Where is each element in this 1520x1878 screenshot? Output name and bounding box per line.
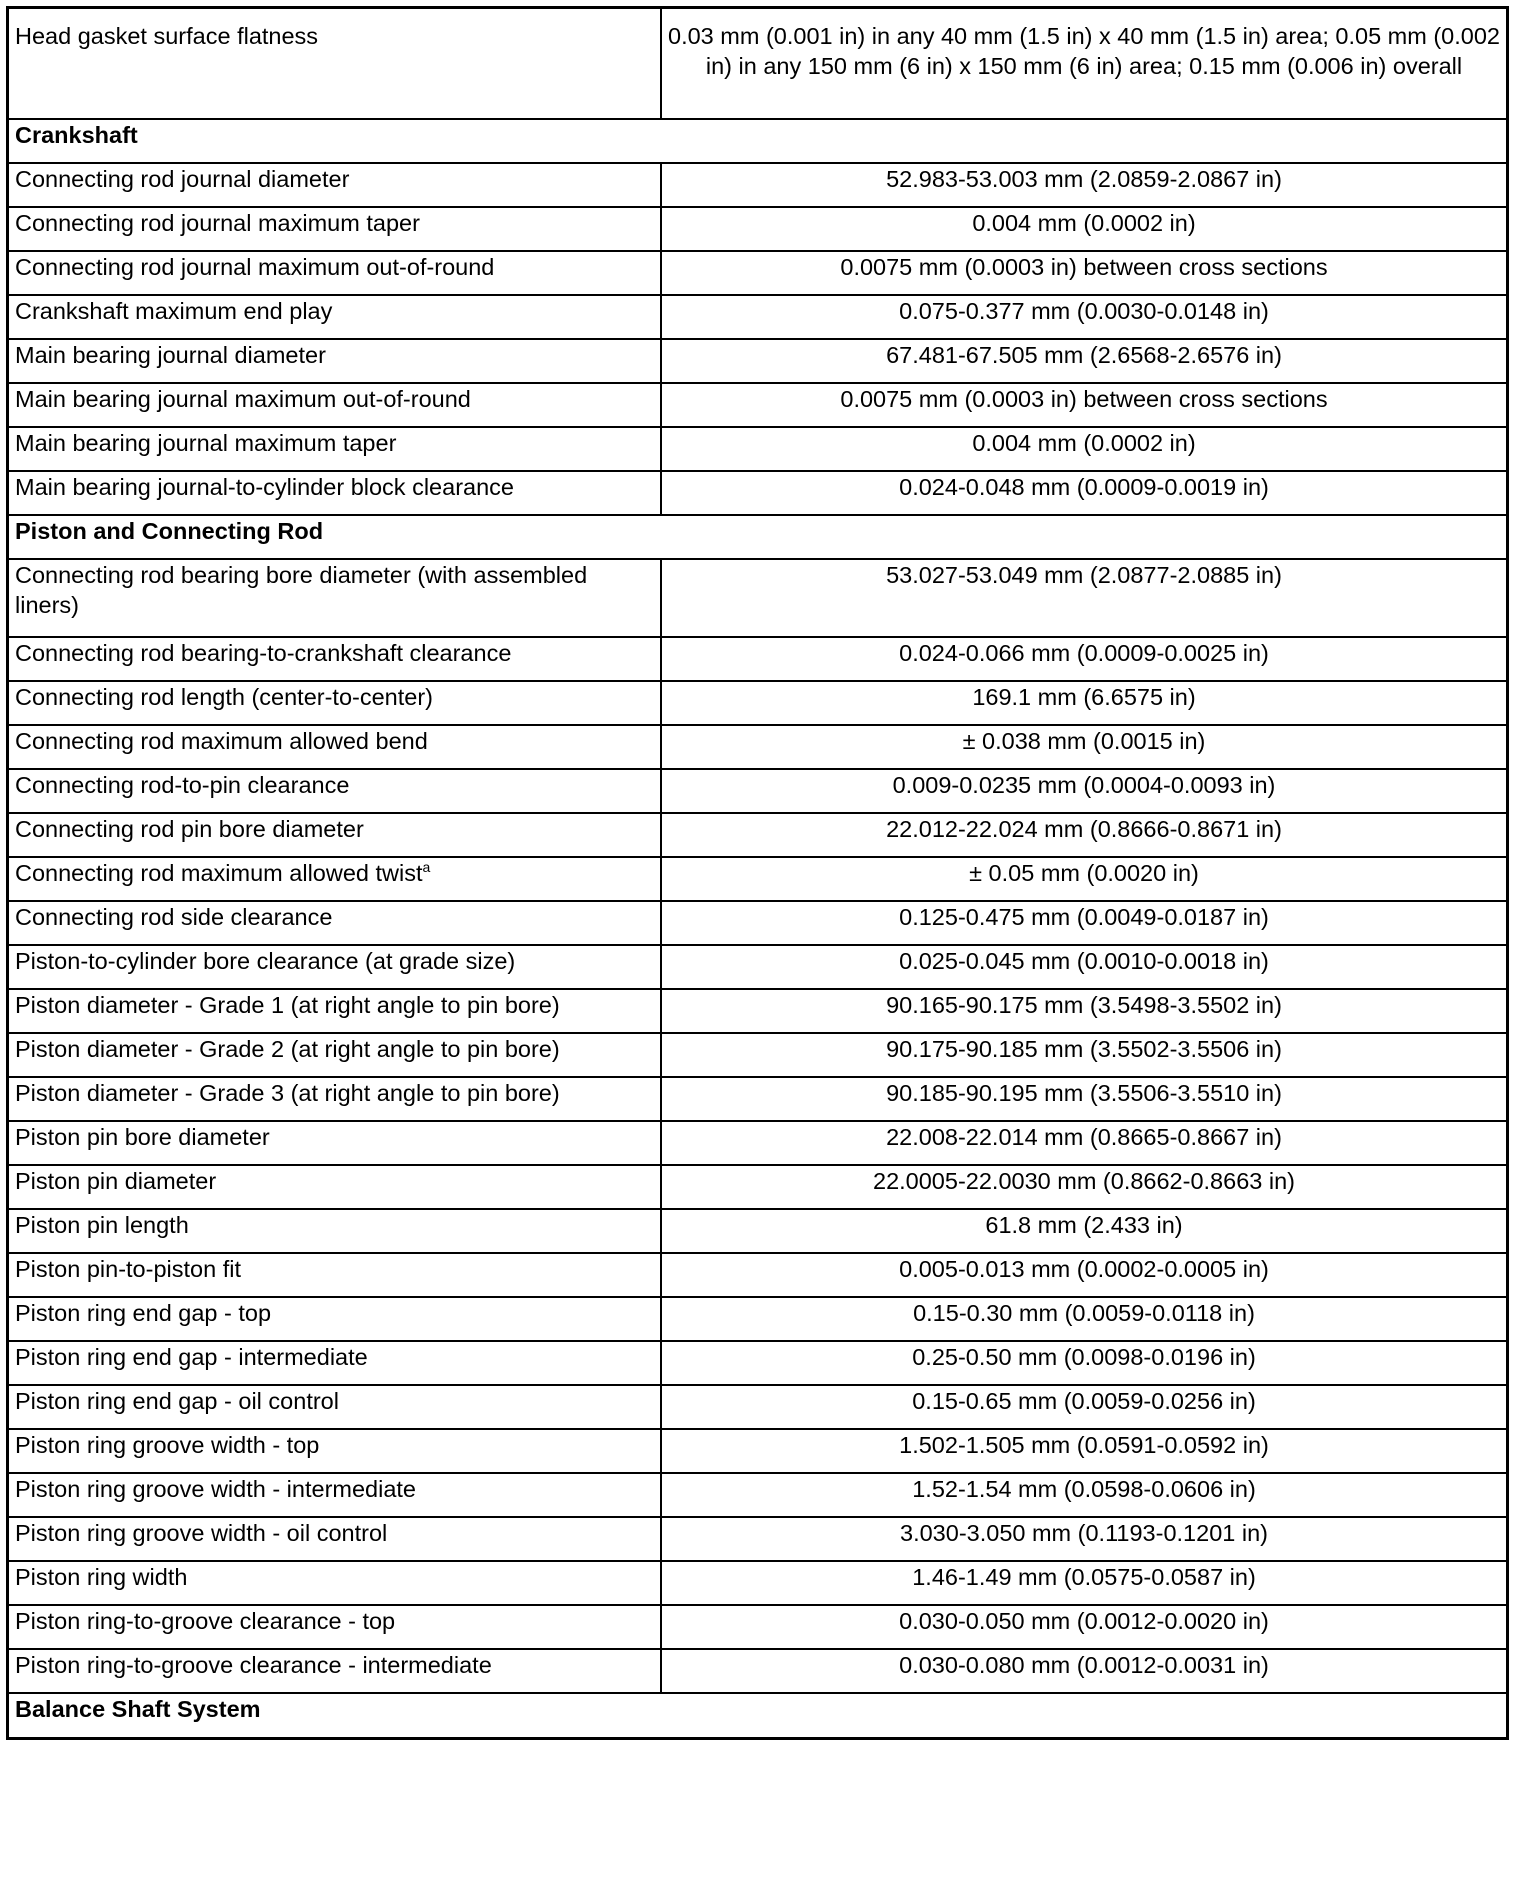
spec-value: 53.027-53.049 mm (2.0877-2.0885 in) [661, 559, 1506, 637]
spec-label: Piston ring-to-groove clearance - top [9, 1605, 661, 1649]
spec-row [9, 901, 1506, 945]
spec-row [9, 1165, 1506, 1209]
spec-row [9, 945, 1506, 989]
spec-label: Connecting rod pin bore diameter [9, 813, 661, 857]
spec-value: 0.030-0.050 mm (0.0012-0.0020 in) [661, 1605, 1506, 1649]
spec-label: Connecting rod bearing bore diameter (with assembled liners) [9, 559, 661, 637]
spec-row [9, 559, 1506, 637]
spec-row [9, 1429, 1506, 1473]
spec-label: Piston ring end gap - oil control [9, 1385, 661, 1429]
spec-value: 1.502-1.505 mm (0.0591-0.0592 in) [661, 1429, 1506, 1473]
spec-label: Piston ring groove width - top [9, 1429, 661, 1473]
spec-row [9, 471, 1506, 515]
spec-value: 0.024-0.048 mm (0.0009-0.0019 in) [661, 471, 1506, 515]
spec-value: 0.15-0.30 mm (0.0059-0.0118 in) [661, 1297, 1506, 1341]
spec-row [9, 637, 1506, 681]
spec-value: 0.15-0.65 mm (0.0059-0.0256 in) [661, 1385, 1506, 1429]
spec-value: 0.03 mm (0.001 in) in any 40 mm (1.5 in) x 40 mm (1.5 in) area; 0.05 mm (0.002 in) in any 150 mm (6 in) x 150 mm (6 in) area; 0.15 mm (0.006 in) overall [661, 9, 1506, 119]
spec-label: Main bearing journal-to-cylinder block clearance [9, 471, 661, 515]
spec-row [9, 427, 1506, 471]
spec-value: 90.185-90.195 mm (3.5506-3.5510 in) [661, 1077, 1506, 1121]
spec-row [9, 681, 1506, 725]
section-heading: Piston and Connecting Rod [9, 515, 1506, 559]
section-row-crankshaft [9, 119, 1506, 163]
spec-label: Head gasket surface flatness [9, 9, 661, 119]
spec-label: Crankshaft maximum end play [9, 295, 661, 339]
spec-label: Connecting rod length (center-to-center) [9, 681, 661, 725]
spec-row [9, 1033, 1506, 1077]
spec-row [9, 769, 1506, 813]
specifications-sheet [6, 6, 1509, 1740]
spec-label: Piston ring groove width - intermediate [9, 1473, 661, 1517]
spec-row [9, 1473, 1506, 1517]
spec-label: Piston ring end gap - intermediate [9, 1341, 661, 1385]
spec-label: Piston ring width [9, 1561, 661, 1605]
spec-value: 3.030-3.050 mm (0.1193-0.1201 in) [661, 1517, 1506, 1561]
spec-value: ± 0.038 mm (0.0015 in) [661, 725, 1506, 769]
spec-value: 1.46-1.49 mm (0.0575-0.0587 in) [661, 1561, 1506, 1605]
spec-value: 0.075-0.377 mm (0.0030-0.0148 in) [661, 295, 1506, 339]
spec-label: Piston pin length [9, 1209, 661, 1253]
spec-value: 169.1 mm (6.6575 in) [661, 681, 1506, 725]
spec-row [9, 1341, 1506, 1385]
spec-label: Main bearing journal maximum out-of-round [9, 383, 661, 427]
spec-row [9, 9, 1506, 119]
spec-row [9, 1209, 1506, 1253]
section-row-piston-and-connecting-rod [9, 515, 1506, 559]
spec-row [9, 383, 1506, 427]
spec-value: 0.004 mm (0.0002 in) [661, 207, 1506, 251]
spec-row [9, 163, 1506, 207]
section-row-balance-shaft-system [9, 1693, 1506, 1737]
specifications-table [9, 9, 1506, 1737]
spec-label: Connecting rod journal maximum taper [9, 207, 661, 251]
section-heading: Balance Shaft System [9, 1693, 1506, 1737]
spec-label: Piston-to-cylinder bore clearance (at grade size) [9, 945, 661, 989]
specifications-table-body [9, 9, 1506, 1737]
spec-row [9, 1121, 1506, 1165]
spec-label: Piston ring end gap - top [9, 1297, 661, 1341]
spec-row [9, 1297, 1506, 1341]
spec-row [9, 295, 1506, 339]
spec-value: 90.175-90.185 mm (3.5502-3.5506 in) [661, 1033, 1506, 1077]
spec-row [9, 1385, 1506, 1429]
spec-label: Main bearing journal diameter [9, 339, 661, 383]
spec-value: 0.004 mm (0.0002 in) [661, 427, 1506, 471]
spec-value: 67.481-67.505 mm (2.6568-2.6576 in) [661, 339, 1506, 383]
spec-row [9, 725, 1506, 769]
spec-value: 0.024-0.066 mm (0.0009-0.0025 in) [661, 637, 1506, 681]
spec-value: 0.009-0.0235 mm (0.0004-0.0093 in) [661, 769, 1506, 813]
spec-value: 0.0075 mm (0.0003 in) between cross sections [661, 383, 1506, 427]
spec-label: Piston pin bore diameter [9, 1121, 661, 1165]
spec-label: Connecting rod bearing-to-crankshaft clearance [9, 637, 661, 681]
spec-row [9, 1649, 1506, 1693]
spec-value: ± 0.05 mm (0.0020 in) [661, 857, 1506, 901]
spec-row [9, 1605, 1506, 1649]
spec-value: 0.030-0.080 mm (0.0012-0.0031 in) [661, 1649, 1506, 1693]
spec-row [9, 251, 1506, 295]
footnote-marker: a [422, 859, 431, 875]
spec-label: Piston pin diameter [9, 1165, 661, 1209]
spec-label: Connecting rod maximum allowed bend [9, 725, 661, 769]
spec-label: Piston diameter - Grade 3 (at right angle to pin bore) [9, 1077, 661, 1121]
spec-row [9, 1253, 1506, 1297]
spec-label: Connecting rod side clearance [9, 901, 661, 945]
spec-value: 0.125-0.475 mm (0.0049-0.0187 in) [661, 901, 1506, 945]
spec-row [9, 813, 1506, 857]
spec-row [9, 989, 1506, 1033]
spec-value: 22.008-22.014 mm (0.8665-0.8667 in) [661, 1121, 1506, 1165]
spec-value: 0.25-0.50 mm (0.0098-0.0196 in) [661, 1341, 1506, 1385]
spec-value: 1.52-1.54 mm (0.0598-0.0606 in) [661, 1473, 1506, 1517]
spec-row [9, 1561, 1506, 1605]
spec-row [9, 1077, 1506, 1121]
spec-label: Connecting rod-to-pin clearance [9, 769, 661, 813]
spec-value: 90.165-90.175 mm (3.5498-3.5502 in) [661, 989, 1506, 1033]
spec-label: Piston ring groove width - oil control [9, 1517, 661, 1561]
spec-row [9, 207, 1506, 251]
spec-value: 22.0005-22.0030 mm (0.8662-0.8663 in) [661, 1165, 1506, 1209]
spec-row [9, 1517, 1506, 1561]
spec-label: Piston diameter - Grade 1 (at right angle to pin bore) [9, 989, 661, 1033]
spec-label-cell [9, 857, 661, 901]
spec-row [9, 857, 1506, 901]
spec-label: Piston pin-to-piston fit [9, 1253, 661, 1297]
spec-value: 0.025-0.045 mm (0.0010-0.0018 in) [661, 945, 1506, 989]
spec-label: Connecting rod maximum allowed twist [15, 860, 423, 886]
spec-value: 52.983-53.003 mm (2.0859-2.0867 in) [661, 163, 1506, 207]
spec-value: 61.8 mm (2.433 in) [661, 1209, 1506, 1253]
spec-label: Piston diameter - Grade 2 (at right angle to pin bore) [9, 1033, 661, 1077]
spec-value: 0.005-0.013 mm (0.0002-0.0005 in) [661, 1253, 1506, 1297]
spec-label: Main bearing journal maximum taper [9, 427, 661, 471]
spec-label: Connecting rod journal maximum out-of-round [9, 251, 661, 295]
spec-row [9, 339, 1506, 383]
section-heading: Crankshaft [9, 119, 1506, 163]
spec-label: Connecting rod journal diameter [9, 163, 661, 207]
spec-value: 0.0075 mm (0.0003 in) between cross sections [661, 251, 1506, 295]
spec-value: 22.012-22.024 mm (0.8666-0.8671 in) [661, 813, 1506, 857]
spec-label: Piston ring-to-groove clearance - intermediate [9, 1649, 661, 1693]
